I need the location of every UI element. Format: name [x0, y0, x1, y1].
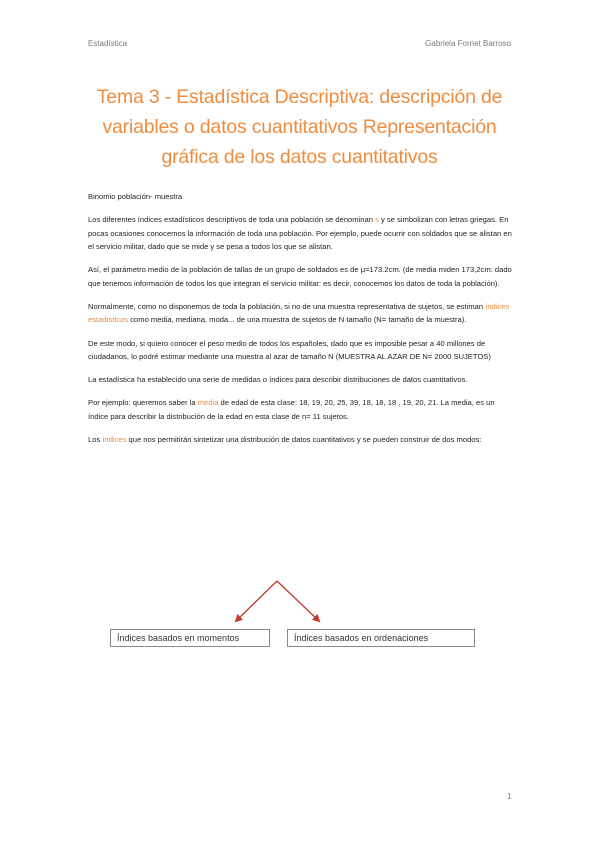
paragraph-1 [88, 213, 513, 253]
arrow-left [236, 581, 277, 621]
paragraph-3-text-b: como media, mediana, moda... de una muestra de sujetos de N tamaño (N= tamaño de la muestra). [128, 315, 467, 325]
section-heading: Binomio población- muestra [88, 192, 183, 201]
title-line-1: Tema 3 - Estadística Descriptiva: descripción de [96, 86, 503, 108]
document-body [88, 190, 513, 456]
paragraph-2: Así, el parámetro medio de la población de tallas de un grupo de soldados es de μ=173.2cm. (de media miden 173,2cm: dado que tenemos información de todos los que integran el servicio militar: es decir, conocemos los datos de toda la población). [88, 265, 512, 288]
title-line-2: variables o datos cuantitativos Representación [102, 116, 497, 138]
header-left: Estadística [88, 39, 128, 48]
title-line-3: gráfica de los datos cuantitativos [161, 146, 438, 168]
page-number: 1 [507, 792, 512, 801]
paragraph-6-highlight: media [197, 398, 219, 408]
paragraph-1-text-a: Los diferentes índices estadísticos descriptivos de toda una población se denominan [88, 215, 376, 225]
header-right: Gabriela Fornet Barroso [425, 39, 511, 48]
paragraph-6-text-b: de edad de esta clase: 18, 19, 20, 25, 39, 18, 18, 18 , 19, 20, 21. La media, es un índice para describir la distribución de la edad en esta clase de n= 11 sujetos. [88, 398, 495, 421]
arrow-right [277, 581, 319, 621]
paragraph-7-text-a: Los [88, 435, 103, 445]
paragraph-3-text-a: Normalmente, como no disponemos de toda la población, si no de una muestra representativa de sujetos, se estiman [88, 302, 486, 312]
paragraph-1-highlight: s [375, 215, 379, 225]
paragraph-7-text-b: que nos permitirán sintetizar una distribución de datos cuantitativos y se pueden construir de dos modos: [126, 435, 482, 445]
paragraph-5: La estadística ha establecido una serie de medidas o índices para describir distribuciones de datos cuantitativos. [88, 375, 468, 385]
page-title [88, 82, 511, 172]
box-indices-ordenaciones: Índices basados en ordenaciones [287, 629, 475, 647]
paragraph-6-text-a: Por ejemplo: queremos saber la [88, 398, 198, 408]
paragraph-4: De este modo, si quiero conocer el peso medio de todos los españoles, dado que es imposible pesar a 40 millones de ciudadanos, lo podré estimar mediante una muestra al azar de tamaño N (MUESTRA AL AZAR DE N= 2000 SUJETOS) [88, 338, 491, 362]
paragraph-7 [88, 433, 513, 446]
box-indices-momentos: Índices basados en momentos [110, 629, 270, 647]
paragraph-6 [88, 396, 513, 423]
paragraph-3 [88, 300, 513, 327]
paragraph-3-highlight: índices estadísticos [88, 302, 510, 325]
paragraph-1-text-b: y se simbolizan con letras griegas. En pocas ocasiones conocemos la información de toda una población. Por ejemplo, puede ocurrir con soldados que se alistan en el servicio militar, dado que se mide y se pesa a todos los que se alistan. [88, 215, 512, 252]
paragraph-7-highlight: índices [102, 435, 127, 445]
